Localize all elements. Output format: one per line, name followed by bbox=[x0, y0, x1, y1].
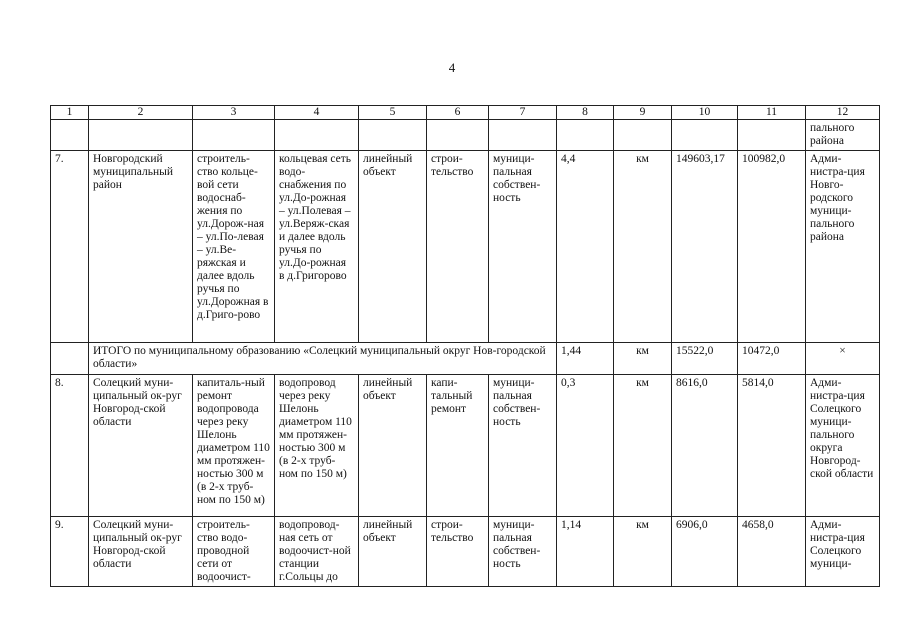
column-number: 9 bbox=[614, 106, 672, 120]
ownership-cell: муници-пальная собствен-ность bbox=[489, 517, 557, 587]
kind-cell: строи-тельство bbox=[427, 517, 489, 587]
municipality-cell: Солецкий муни-ципальный ок-руг Новгород-ской области bbox=[89, 517, 193, 587]
unit-cell: км bbox=[614, 375, 672, 517]
cost-part-cell: 100982,0 bbox=[738, 151, 806, 343]
responsible-cell: пального района bbox=[806, 120, 880, 151]
unit-cell: км bbox=[614, 151, 672, 343]
total-cost-part: 10472,0 bbox=[738, 343, 806, 375]
total-cost: 15522,0 bbox=[672, 343, 738, 375]
object-cell: кольцевая сеть водо-снабжения по ул.До-рожная – ул.Полевая – ул.Веряж-ская и далее вдоль ручья по ул.До-рожная в д.Григорово bbox=[275, 151, 359, 343]
total-responsible: × bbox=[806, 343, 880, 375]
investment-table bbox=[50, 105, 880, 587]
work-cell: строитель-ство водо-проводной сети от водоочист- bbox=[193, 517, 275, 587]
work-cell: строитель-ство кольце-вой сети водоснаб-жения по ул.Дорож-ная – ул.По-левая – ул.Ве-ряжская и далее вдоль ручья по ул.Дорожная в д.Григо-рово bbox=[193, 151, 275, 343]
cost-part-cell: 4658,0 bbox=[738, 517, 806, 587]
cost-total-cell: 6906,0 bbox=[672, 517, 738, 587]
table-row bbox=[51, 517, 880, 587]
cost-part-cell: 5814,0 bbox=[738, 375, 806, 517]
table-row bbox=[51, 151, 880, 343]
type-cell: линейный объект bbox=[359, 517, 427, 587]
row-number: 8. bbox=[51, 375, 89, 517]
kind-cell: строи-тельство bbox=[427, 151, 489, 343]
total-row bbox=[51, 343, 880, 375]
column-number: 6 bbox=[427, 106, 489, 120]
total-quantity: 1,44 bbox=[557, 343, 614, 375]
total-label: ИТОГО по муниципальному образованию «Солецкий муниципальный округ Нов-городской области» bbox=[89, 343, 557, 375]
responsible-cell: Адми-нистра-ция Солецкого муници- bbox=[806, 517, 880, 587]
type-cell: линейный объект bbox=[359, 151, 427, 343]
column-number: 4 bbox=[275, 106, 359, 120]
continuation-row bbox=[51, 120, 880, 151]
total-unit: км bbox=[614, 343, 672, 375]
row-number: 9. bbox=[51, 517, 89, 587]
column-number: 5 bbox=[359, 106, 427, 120]
column-number: 7 bbox=[489, 106, 557, 120]
ownership-cell: муници-пальная собствен-ность bbox=[489, 375, 557, 517]
quantity-cell: 1,14 bbox=[557, 517, 614, 587]
cost-total-cell: 149603,17 bbox=[672, 151, 738, 343]
kind-cell: капи-тальный ремонт bbox=[427, 375, 489, 517]
quantity-cell: 4,4 bbox=[557, 151, 614, 343]
column-number: 2 bbox=[89, 106, 193, 120]
municipality-cell: Новгородский муниципальный район bbox=[89, 151, 193, 343]
type-cell: линейный объект bbox=[359, 375, 427, 517]
page-number: 4 bbox=[448, 60, 456, 75]
ownership-cell: муници-пальная собствен-ность bbox=[489, 151, 557, 343]
column-numbers-row bbox=[51, 106, 880, 120]
column-number: 8 bbox=[557, 106, 614, 120]
column-number: 1 bbox=[51, 106, 89, 120]
municipality-cell: Солецкий муни-ципальный ок-руг Новгород-ской области bbox=[89, 375, 193, 517]
work-cell: капиталь-ный ремонт водопровода через реку Шелонь диаметром 110 мм протяжен-ностью 300 м (в 2-х труб-ном по 150 м) bbox=[193, 375, 275, 517]
object-cell: водопровод-ная сеть от водоочист-ной станции г.Сольцы до bbox=[275, 517, 359, 587]
row-number: 7. bbox=[51, 151, 89, 343]
column-number: 12 bbox=[806, 106, 880, 120]
unit-cell: км bbox=[614, 517, 672, 587]
object-cell: водопровод через реку Шелонь диаметром 110 мм протяжен-ностью 300 м (в 2-х труб-ном по 150 м) bbox=[275, 375, 359, 517]
table-row bbox=[51, 375, 880, 517]
quantity-cell: 0,3 bbox=[557, 375, 614, 517]
cost-total-cell: 8616,0 bbox=[672, 375, 738, 517]
column-number: 10 bbox=[672, 106, 738, 120]
column-number: 11 bbox=[738, 106, 806, 120]
column-number: 3 bbox=[193, 106, 275, 120]
responsible-cell: Адми-нистра-ция Новго-родского муници-пального района bbox=[806, 151, 880, 343]
responsible-cell: Адми-нистра-ция Солецкого муници-пального округа Новгород-ской области bbox=[806, 375, 880, 517]
